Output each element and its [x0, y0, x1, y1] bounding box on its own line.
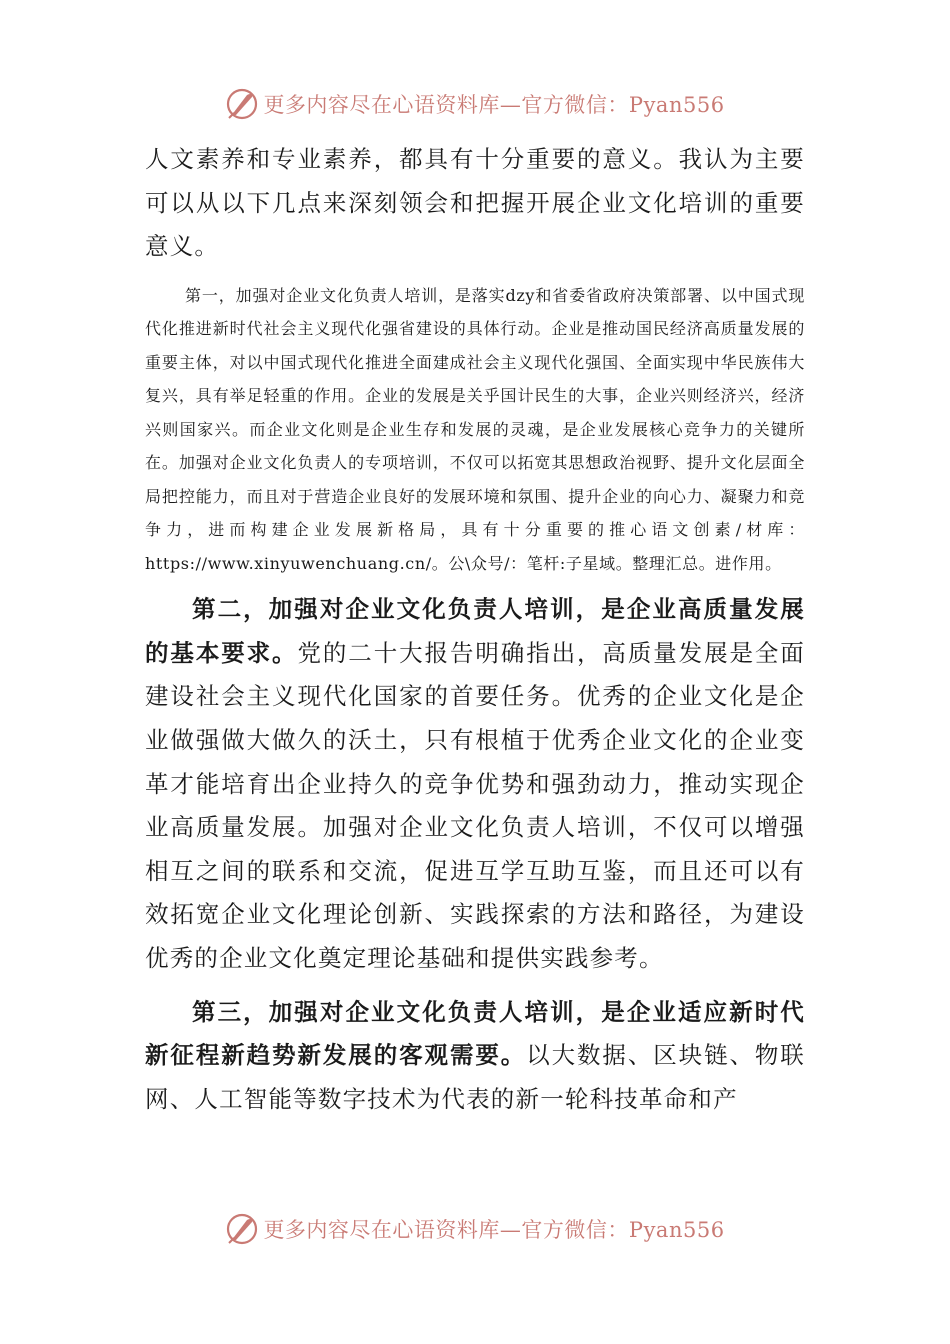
banner-text: 更多内容尽在心语资料库—官方微信：Pyan556 — [263, 1218, 725, 1242]
intro-paragraph: 人文素养和专业素养，都具有十分重要的意义。我认为主要可以从以下几点来深刻领会和把握开展企业文化培训的重要意义。 — [145, 145, 805, 261]
quill-logo-icon — [225, 87, 259, 121]
point-two-paragraph — [145, 588, 805, 980]
point-one-paragraph: 第一，加强对企业文化负责人培训，是落实dzy和省委省政府决策部署、以中国式现代化推进新时代社会主义现代化强省建设的具体行动。企业是推动国民经济高质量发展的重要主体，对以中国式现代化推进全面建成社会主义现代化强国、全面实现中华民族伟大复兴，具有举足轻重的作用。企业的发展是关乎国计民生的大事，企业兴则经济兴，经济兴则国家兴。而企业文化则是企业生存和发展的灵魂，是企业发展核心竞争力的关键所在。加强对企业文化负责人的专项培训，不仅可以拓宽其思想政治视野、提升文化层面全局把控能力，而且对于营造企业良好的发展环境和氛围、提升企业的向心力、凝聚力和竞争力，进而构建企业发展新格局，具有十分重要的推心语文创素/材库：https://www.xinyuwenchuang.cn/。公\众号/：笔杆:子星域。整理汇总。进作用。 — [145, 285, 805, 573]
document-body — [145, 138, 805, 1121]
point-three-heading: 第三，加强对企业文化负责人培训，是企业适应新时代新征程新趋势新发展的客观需要。 — [145, 997, 805, 1070]
footer-watermark-banner — [0, 1209, 950, 1249]
point-three-paragraph — [145, 991, 805, 1122]
point-three-body: 以大数据、区块链、物联网、人工智能等数字技术为代表的新一轮科技革命和产 — [145, 1041, 806, 1113]
point-two-heading: 第二，加强对企业文化负责人培训，是企业高质量发展的基本要求。 — [145, 595, 805, 667]
quill-logo-icon — [225, 1212, 259, 1246]
header-watermark-banner — [0, 84, 950, 124]
banner-text: 更多内容尽在心语资料库—官方微信：Pyan556 — [263, 93, 725, 117]
point-two-body: 党的二十大报告明确指出，高质量发展是全面建设社会主义现代化国家的首要任务。优秀的企业文化是企业做强做大做久的沃土，只有根植于优秀企业文化的企业变革才能培育出企业持久的竞争优势和强劲动力，推动实现企业高质量发展。加强对企业文化负责人培训，不仅可以增强相互之间的联系和交流，促进互学互助互鉴，而且还可以有效拓宽企业文化理论创新、实践探索的方法和路径，为建设优秀的企业文化奠定理论基础和提供实践参考。 — [145, 638, 806, 973]
